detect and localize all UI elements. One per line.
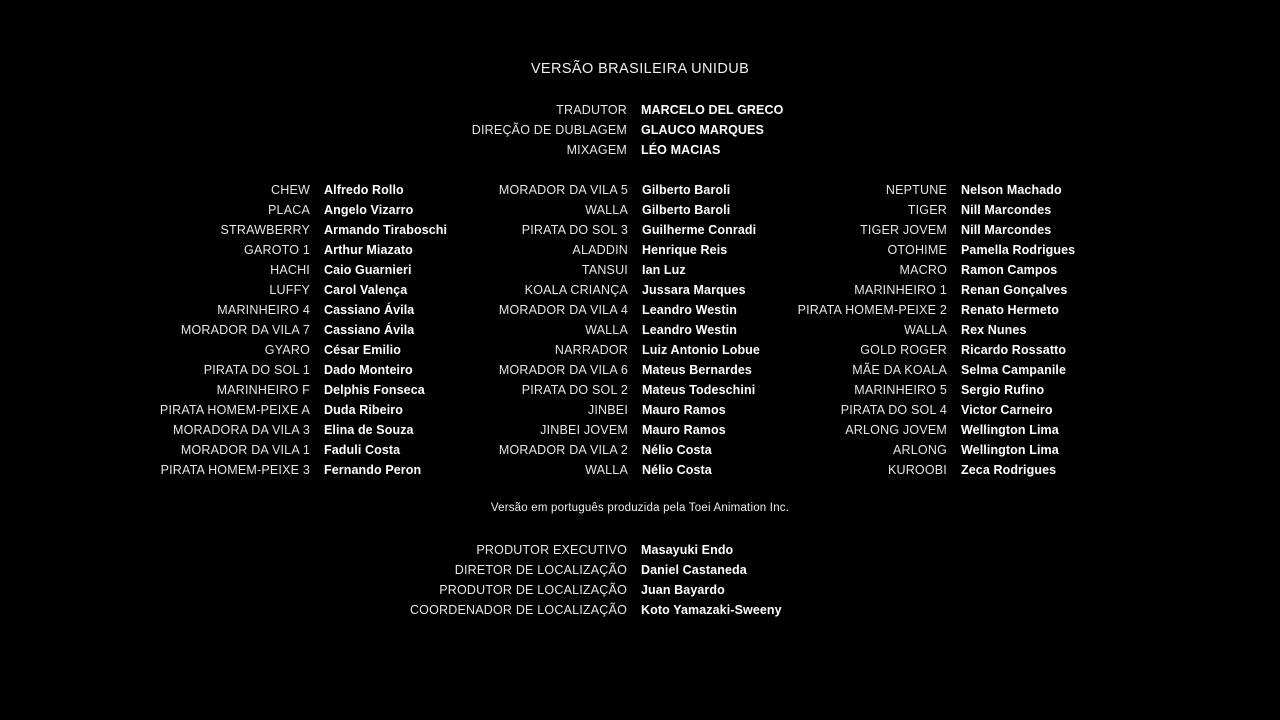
credit-name: Zeca Rodrigues bbox=[961, 463, 1057, 477]
credit-role: WALLA bbox=[585, 203, 628, 217]
credit-role: WALLA bbox=[585, 463, 628, 477]
credit-name: Nélio Costa bbox=[642, 463, 712, 477]
credit-role: WALLA bbox=[585, 323, 628, 337]
credit-role: KUROOBI bbox=[887, 463, 947, 477]
credit-role: OTOHIME bbox=[887, 243, 947, 257]
credit-name: Daniel Castaneda bbox=[641, 563, 747, 577]
credit-name: Nélio Costa bbox=[642, 443, 712, 457]
credit-role: MORADOR DA VILA 5 bbox=[498, 183, 628, 197]
localization-credit-row bbox=[0, 560, 1280, 580]
credit-role: ARLONG JOVEM bbox=[845, 423, 947, 437]
cast-credit-row bbox=[637, 360, 1161, 380]
cast-credit-row bbox=[637, 400, 1161, 420]
credit-role: PRODUTOR DE LOCALIZAÇÃO bbox=[439, 583, 627, 597]
credit-role: MARINHEIRO 4 bbox=[217, 303, 310, 317]
cast-credit-row bbox=[637, 380, 1161, 400]
credit-name: Henrique Reis bbox=[642, 243, 728, 257]
credit-role: JINBEI bbox=[587, 403, 628, 417]
credit-role: PRODUTOR EXECUTIVO bbox=[476, 543, 627, 557]
credit-role: DIREÇÃO DE DUBLAGEM bbox=[471, 123, 627, 137]
credit-role: TRADUTOR bbox=[556, 103, 627, 117]
credit-name: Ramon Campos bbox=[961, 263, 1058, 277]
credit-name: Mateus Todeschini bbox=[642, 383, 756, 397]
credit-name: Luiz Antonio Lobue bbox=[642, 343, 760, 357]
cast-credit-row bbox=[637, 260, 1161, 280]
credit-name: Caio Guarnieri bbox=[324, 263, 412, 277]
credit-name: Cassiano Ávila bbox=[324, 303, 415, 317]
credit-name: Koto Yamazaki-Sweeny bbox=[641, 603, 782, 617]
credit-name: Nill Marcondes bbox=[961, 223, 1052, 237]
credit-role: MORADORA DA VILA 3 bbox=[173, 423, 310, 437]
localization-credit-row bbox=[0, 580, 1280, 600]
credit-role: NEPTUNE bbox=[885, 183, 947, 197]
credit-name: Leandro Westin bbox=[642, 323, 737, 337]
credit-role: MÃE DA KOALA bbox=[852, 363, 947, 377]
credit-role: MARINHEIRO 1 bbox=[854, 283, 947, 297]
credit-name: Sergio Rufino bbox=[961, 383, 1045, 397]
cast-column-3 bbox=[637, 180, 1161, 480]
credit-name: Cassiano Ávila bbox=[324, 323, 415, 337]
localization-credits-block bbox=[0, 540, 1280, 620]
localization-credit-row bbox=[0, 540, 1280, 560]
cast-credit-row bbox=[637, 280, 1161, 300]
credit-role: MORADOR DA VILA 1 bbox=[180, 443, 310, 457]
credit-role: NARRADOR bbox=[554, 343, 628, 357]
credit-name: Carol Valença bbox=[324, 283, 408, 297]
credit-name: Guilherme Conradi bbox=[642, 223, 757, 237]
credit-name: Mauro Ramos bbox=[642, 403, 726, 417]
credit-role: MORADOR DA VILA 2 bbox=[498, 443, 628, 457]
cast-credit-row bbox=[637, 460, 1161, 480]
credit-name: Juan Bayardo bbox=[641, 583, 725, 597]
cast-credit-row bbox=[637, 220, 1161, 240]
credit-role: GOLD ROGER bbox=[860, 343, 947, 357]
localization-credit-row bbox=[0, 600, 1280, 620]
credit-name: Leandro Westin bbox=[642, 303, 737, 317]
credit-role: PIRATA HOMEM-PEIXE 2 bbox=[797, 303, 947, 317]
credit-name: Pamella Rodrigues bbox=[961, 243, 1076, 257]
crew-credit-row bbox=[0, 120, 1280, 140]
credit-name: Jussara Marques bbox=[642, 283, 746, 297]
cast-credit-row bbox=[637, 200, 1161, 220]
credit-name: Alfredo Rollo bbox=[324, 183, 404, 197]
credit-name: Arthur Miazato bbox=[324, 243, 413, 257]
credit-name: Ian Luz bbox=[642, 263, 686, 277]
credit-name: Faduli Costa bbox=[324, 443, 401, 457]
credit-role: PIRATA DO SOL 3 bbox=[521, 223, 628, 237]
credit-name: MARCELO DEL GRECO bbox=[641, 103, 784, 117]
credit-role: PLACA bbox=[268, 203, 310, 217]
credit-name: LÉO MACIAS bbox=[641, 143, 721, 157]
crew-credit-row bbox=[0, 100, 1280, 120]
crew-credits-block bbox=[0, 100, 1280, 160]
credit-name: Nelson Machado bbox=[961, 183, 1062, 197]
credit-name: Wellington Lima bbox=[961, 443, 1059, 457]
credit-name: Fernando Peron bbox=[324, 463, 422, 477]
credit-name: Armando Tiraboschi bbox=[324, 223, 448, 237]
cast-credit-row bbox=[637, 420, 1161, 440]
credits-title: VERSÃO BRASILEIRA UNIDUB bbox=[530, 61, 750, 77]
credit-role: KOALA CRIANÇA bbox=[524, 283, 628, 297]
credit-name: Masayuki Endo bbox=[641, 543, 734, 557]
credit-role: MORADOR DA VILA 6 bbox=[498, 363, 628, 377]
credit-role: TIGER bbox=[907, 203, 947, 217]
credit-name: Gilberto Baroli bbox=[642, 183, 731, 197]
credit-role: MORADOR DA VILA 4 bbox=[498, 303, 628, 317]
credit-role: JINBEI JOVEM bbox=[540, 423, 628, 437]
credit-role: PIRATA DO SOL 1 bbox=[203, 363, 310, 377]
credit-role: MACRO bbox=[899, 263, 947, 277]
credit-name: César Emilio bbox=[324, 343, 401, 357]
credit-role: MIXAGEM bbox=[566, 143, 627, 157]
credit-role: LUFFY bbox=[269, 283, 310, 297]
credit-name: Wellington Lima bbox=[961, 423, 1059, 437]
cast-credit-row bbox=[637, 240, 1161, 260]
credit-name: Gilberto Baroli bbox=[642, 203, 731, 217]
credit-name: Ricardo Rossatto bbox=[961, 343, 1067, 357]
credit-role: MORADOR DA VILA 7 bbox=[180, 323, 310, 337]
cast-credit-row bbox=[637, 300, 1161, 320]
production-note: Versão em português produzida pela Toei Animation Inc. bbox=[490, 502, 790, 514]
crew-credit-row bbox=[0, 140, 1280, 160]
credit-name: Angelo Vizarro bbox=[324, 203, 414, 217]
credit-name: GLAUCO MARQUES bbox=[641, 123, 764, 137]
credit-name: Nill Marcondes bbox=[961, 203, 1052, 217]
credit-role: ARLONG bbox=[893, 443, 947, 457]
credit-role: PIRATA DO SOL 2 bbox=[521, 383, 628, 397]
credit-role: PIRATA HOMEM-PEIXE 3 bbox=[160, 463, 310, 477]
credit-role: PIRATA HOMEM-PEIXE A bbox=[159, 403, 310, 417]
credit-name: Delphis Fonseca bbox=[324, 383, 425, 397]
credit-role: WALLA bbox=[904, 323, 947, 337]
credit-role: HACHI bbox=[270, 263, 310, 277]
credit-role: STRAWBERRY bbox=[220, 223, 310, 237]
credit-name: Mauro Ramos bbox=[642, 423, 726, 437]
credit-role: CHEW bbox=[271, 183, 310, 197]
credit-role: MARINHEIRO 5 bbox=[854, 383, 947, 397]
credit-role: TANSUI bbox=[581, 263, 628, 277]
credit-name: Renato Hermeto bbox=[961, 303, 1059, 317]
credit-role: COORDENADOR DE LOCALIZAÇÃO bbox=[409, 603, 627, 617]
credit-role: GAROTO 1 bbox=[244, 243, 310, 257]
cast-credit-row bbox=[637, 180, 1161, 200]
credit-role: GYARO bbox=[264, 343, 310, 357]
credit-name: Rex Nunes bbox=[961, 323, 1027, 337]
cast-credit-row bbox=[637, 440, 1161, 460]
credit-role: MARINHEIRO F bbox=[216, 383, 310, 397]
credit-name: Elina de Souza bbox=[324, 423, 414, 437]
credit-role: ALADDIN bbox=[572, 243, 628, 257]
credit-name: Duda Ribeiro bbox=[324, 403, 403, 417]
credit-name: Renan Gonçalves bbox=[961, 283, 1068, 297]
cast-credit-row bbox=[637, 320, 1161, 340]
credit-role: TIGER JOVEM bbox=[860, 223, 947, 237]
credit-name: Mateus Bernardes bbox=[642, 363, 752, 377]
credit-name: Selma Campanile bbox=[961, 363, 1067, 377]
credit-name: Dado Monteiro bbox=[324, 363, 413, 377]
credit-role: DIRETOR DE LOCALIZAÇÃO bbox=[454, 563, 627, 577]
credit-name: Victor Carneiro bbox=[961, 403, 1053, 417]
credit-role: PIRATA DO SOL 4 bbox=[840, 403, 947, 417]
cast-credit-row bbox=[637, 340, 1161, 360]
